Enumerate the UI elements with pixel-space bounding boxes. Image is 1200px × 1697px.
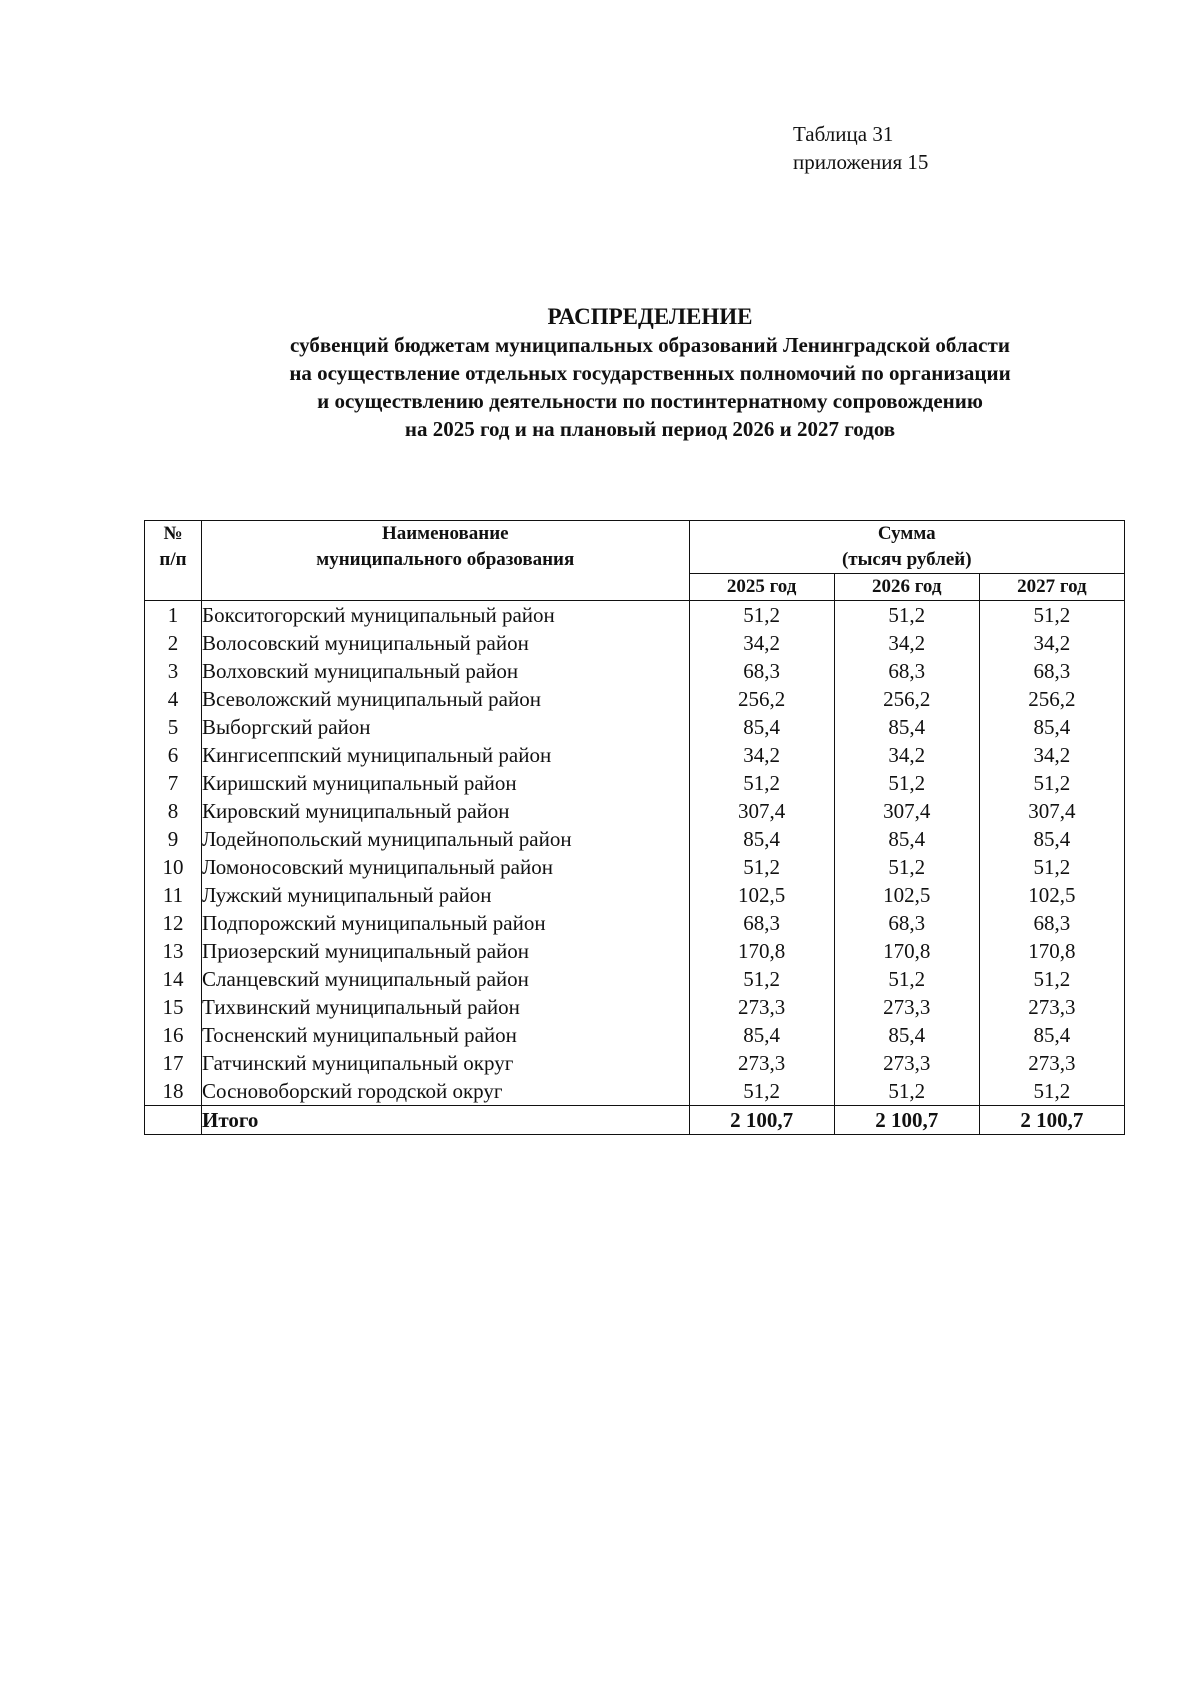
total-number-cell: [145, 1106, 202, 1135]
total-label: Итого: [202, 1106, 689, 1135]
row-number: 2: [145, 629, 202, 657]
row-name: Всеволожский муниципальный район: [202, 685, 689, 713]
row-value-2027: 307,4: [979, 797, 1124, 825]
document-title: [100, 303, 1200, 443]
row-value-2026: 85,4: [834, 713, 979, 741]
row-name: Сосновоборский городской округ: [202, 1077, 689, 1106]
total-2026: 2 100,7: [834, 1106, 979, 1135]
row-value-2026: 85,4: [834, 825, 979, 853]
row-name: Волосовский муниципальный район: [202, 629, 689, 657]
row-value-2025: 68,3: [689, 909, 834, 937]
row-number: 9: [145, 825, 202, 853]
row-value-2026: 51,2: [834, 1077, 979, 1106]
table-row: [145, 601, 1125, 630]
table-row: [145, 825, 1125, 853]
row-value-2027: 170,8: [979, 937, 1124, 965]
row-value-2025: 51,2: [689, 965, 834, 993]
row-value-2025: 68,3: [689, 657, 834, 685]
row-name: Тосненский муниципальный район: [202, 1021, 689, 1049]
row-value-2026: 68,3: [834, 909, 979, 937]
row-value-2025: 34,2: [689, 629, 834, 657]
table-row: [145, 741, 1125, 769]
table-row: [145, 909, 1125, 937]
row-value-2027: 34,2: [979, 741, 1124, 769]
row-number: 15: [145, 993, 202, 1021]
row-name: Лужский муниципальный район: [202, 881, 689, 909]
row-value-2025: 34,2: [689, 741, 834, 769]
row-value-2025: 85,4: [689, 713, 834, 741]
row-number: 6: [145, 741, 202, 769]
table-row: [145, 937, 1125, 965]
row-number: 1: [145, 601, 202, 630]
header-year-2027: 2027 год: [979, 574, 1124, 601]
row-value-2026: 51,2: [834, 853, 979, 881]
header-sum: [689, 521, 1124, 574]
row-value-2027: 85,4: [979, 825, 1124, 853]
row-value-2026: 51,2: [834, 601, 979, 630]
title-line-3: и осуществлению деятельности по постинтернатному сопровождению: [317, 389, 983, 413]
row-value-2027: 85,4: [979, 1021, 1124, 1049]
table-row: [145, 713, 1125, 741]
row-value-2026: 273,3: [834, 1049, 979, 1077]
table-row: [145, 769, 1125, 797]
row-number: 12: [145, 909, 202, 937]
header-name-line-2: муниципального образования: [316, 549, 575, 570]
row-value-2025: 307,4: [689, 797, 834, 825]
table-row: [145, 1021, 1125, 1049]
row-name: Подпорожский муниципальный район: [202, 909, 689, 937]
table-row: [145, 965, 1125, 993]
row-name: Бокситогорский муниципальный район: [202, 601, 689, 630]
row-number: 17: [145, 1049, 202, 1077]
row-value-2026: 273,3: [834, 993, 979, 1021]
row-value-2026: 34,2: [834, 741, 979, 769]
row-name: Выборгский район: [202, 713, 689, 741]
table-row: [145, 657, 1125, 685]
table-row: [145, 685, 1125, 713]
row-number: 16: [145, 1021, 202, 1049]
row-value-2027: 51,2: [979, 853, 1124, 881]
row-value-2026: 102,5: [834, 881, 979, 909]
row-value-2027: 102,5: [979, 881, 1124, 909]
row-value-2027: 273,3: [979, 1049, 1124, 1077]
header-name: [202, 521, 689, 601]
row-value-2027: 51,2: [979, 601, 1124, 630]
row-value-2025: 51,2: [689, 769, 834, 797]
row-number: 4: [145, 685, 202, 713]
row-value-2026: 307,4: [834, 797, 979, 825]
table-number: Таблица 31: [793, 122, 894, 146]
row-value-2026: 34,2: [834, 629, 979, 657]
row-value-2025: 102,5: [689, 881, 834, 909]
row-name: Сланцевский муниципальный район: [202, 965, 689, 993]
row-value-2026: 51,2: [834, 769, 979, 797]
row-value-2026: 51,2: [834, 965, 979, 993]
table-row: [145, 993, 1125, 1021]
row-value-2026: 85,4: [834, 1021, 979, 1049]
row-value-2025: 51,2: [689, 853, 834, 881]
title-main: РАСПРЕДЕЛЕНИЕ: [547, 304, 753, 329]
total-2027: 2 100,7: [979, 1106, 1124, 1135]
row-number: 5: [145, 713, 202, 741]
table-row: [145, 1049, 1125, 1077]
row-value-2027: 51,2: [979, 769, 1124, 797]
row-number: 8: [145, 797, 202, 825]
row-value-2025: 85,4: [689, 1021, 834, 1049]
row-number: 14: [145, 965, 202, 993]
row-name: Гатчинский муниципальный округ: [202, 1049, 689, 1077]
header-number-line-1: №: [163, 523, 183, 544]
row-name: Приозерский муниципальный район: [202, 937, 689, 965]
table-row: [145, 797, 1125, 825]
header-name-line-1: Наименование: [381, 523, 509, 544]
table-header: [145, 521, 1125, 601]
row-name: Кингисеппский муниципальный район: [202, 741, 689, 769]
row-value-2026: 170,8: [834, 937, 979, 965]
row-value-2027: 51,2: [979, 1077, 1124, 1106]
header-year-2025: 2025 год: [689, 574, 834, 601]
row-name: Волховский муниципальный район: [202, 657, 689, 685]
row-number: 10: [145, 853, 202, 881]
row-number: 11: [145, 881, 202, 909]
total-row: [145, 1106, 1125, 1135]
row-value-2025: 273,3: [689, 993, 834, 1021]
row-value-2027: 85,4: [979, 713, 1124, 741]
row-value-2026: 68,3: [834, 657, 979, 685]
total-2025: 2 100,7: [689, 1106, 834, 1135]
table-body: [145, 601, 1125, 1106]
distribution-table: [144, 520, 1125, 1135]
header-sum-line-1: Сумма: [877, 523, 936, 544]
title-line-4: на 2025 год и на плановый период 2026 и 2027 годов: [404, 417, 896, 441]
row-value-2025: 51,2: [689, 1077, 834, 1106]
table-reference: [793, 120, 928, 176]
title-line-1: субвенций бюджетам муниципальных образований Ленинградской области: [290, 333, 1010, 357]
header-year-2026: 2026 год: [834, 574, 979, 601]
row-value-2025: 273,3: [689, 1049, 834, 1077]
row-number: 3: [145, 657, 202, 685]
row-name: Ломоносовский муниципальный район: [202, 853, 689, 881]
row-value-2027: 68,3: [979, 657, 1124, 685]
appendix-number: приложения 15: [793, 150, 929, 174]
row-value-2025: 85,4: [689, 825, 834, 853]
row-value-2027: 34,2: [979, 629, 1124, 657]
header-sum-line-2: (тысяч рублей): [841, 549, 972, 570]
row-number: 18: [145, 1077, 202, 1106]
row-value-2027: 256,2: [979, 685, 1124, 713]
row-name: Лодейнопольский муниципальный район: [202, 825, 689, 853]
title-line-2: на осуществление отдельных государственных полномочий по организации: [289, 361, 1011, 385]
row-name: Киришский муниципальный район: [202, 769, 689, 797]
row-value-2025: 256,2: [689, 685, 834, 713]
row-name: Кировский муниципальный район: [202, 797, 689, 825]
row-value-2025: 51,2: [689, 601, 834, 630]
header-number: [145, 521, 202, 601]
row-number: 7: [145, 769, 202, 797]
row-value-2026: 256,2: [834, 685, 979, 713]
row-value-2027: 68,3: [979, 909, 1124, 937]
row-value-2025: 170,8: [689, 937, 834, 965]
row-value-2027: 51,2: [979, 965, 1124, 993]
table-row: [145, 629, 1125, 657]
table-row: [145, 1077, 1125, 1106]
row-value-2027: 273,3: [979, 993, 1124, 1021]
header-number-line-2: п/п: [159, 549, 187, 570]
table-row: [145, 881, 1125, 909]
row-number: 13: [145, 937, 202, 965]
table-row: [145, 853, 1125, 881]
row-name: Тихвинский муниципальный район: [202, 993, 689, 1021]
